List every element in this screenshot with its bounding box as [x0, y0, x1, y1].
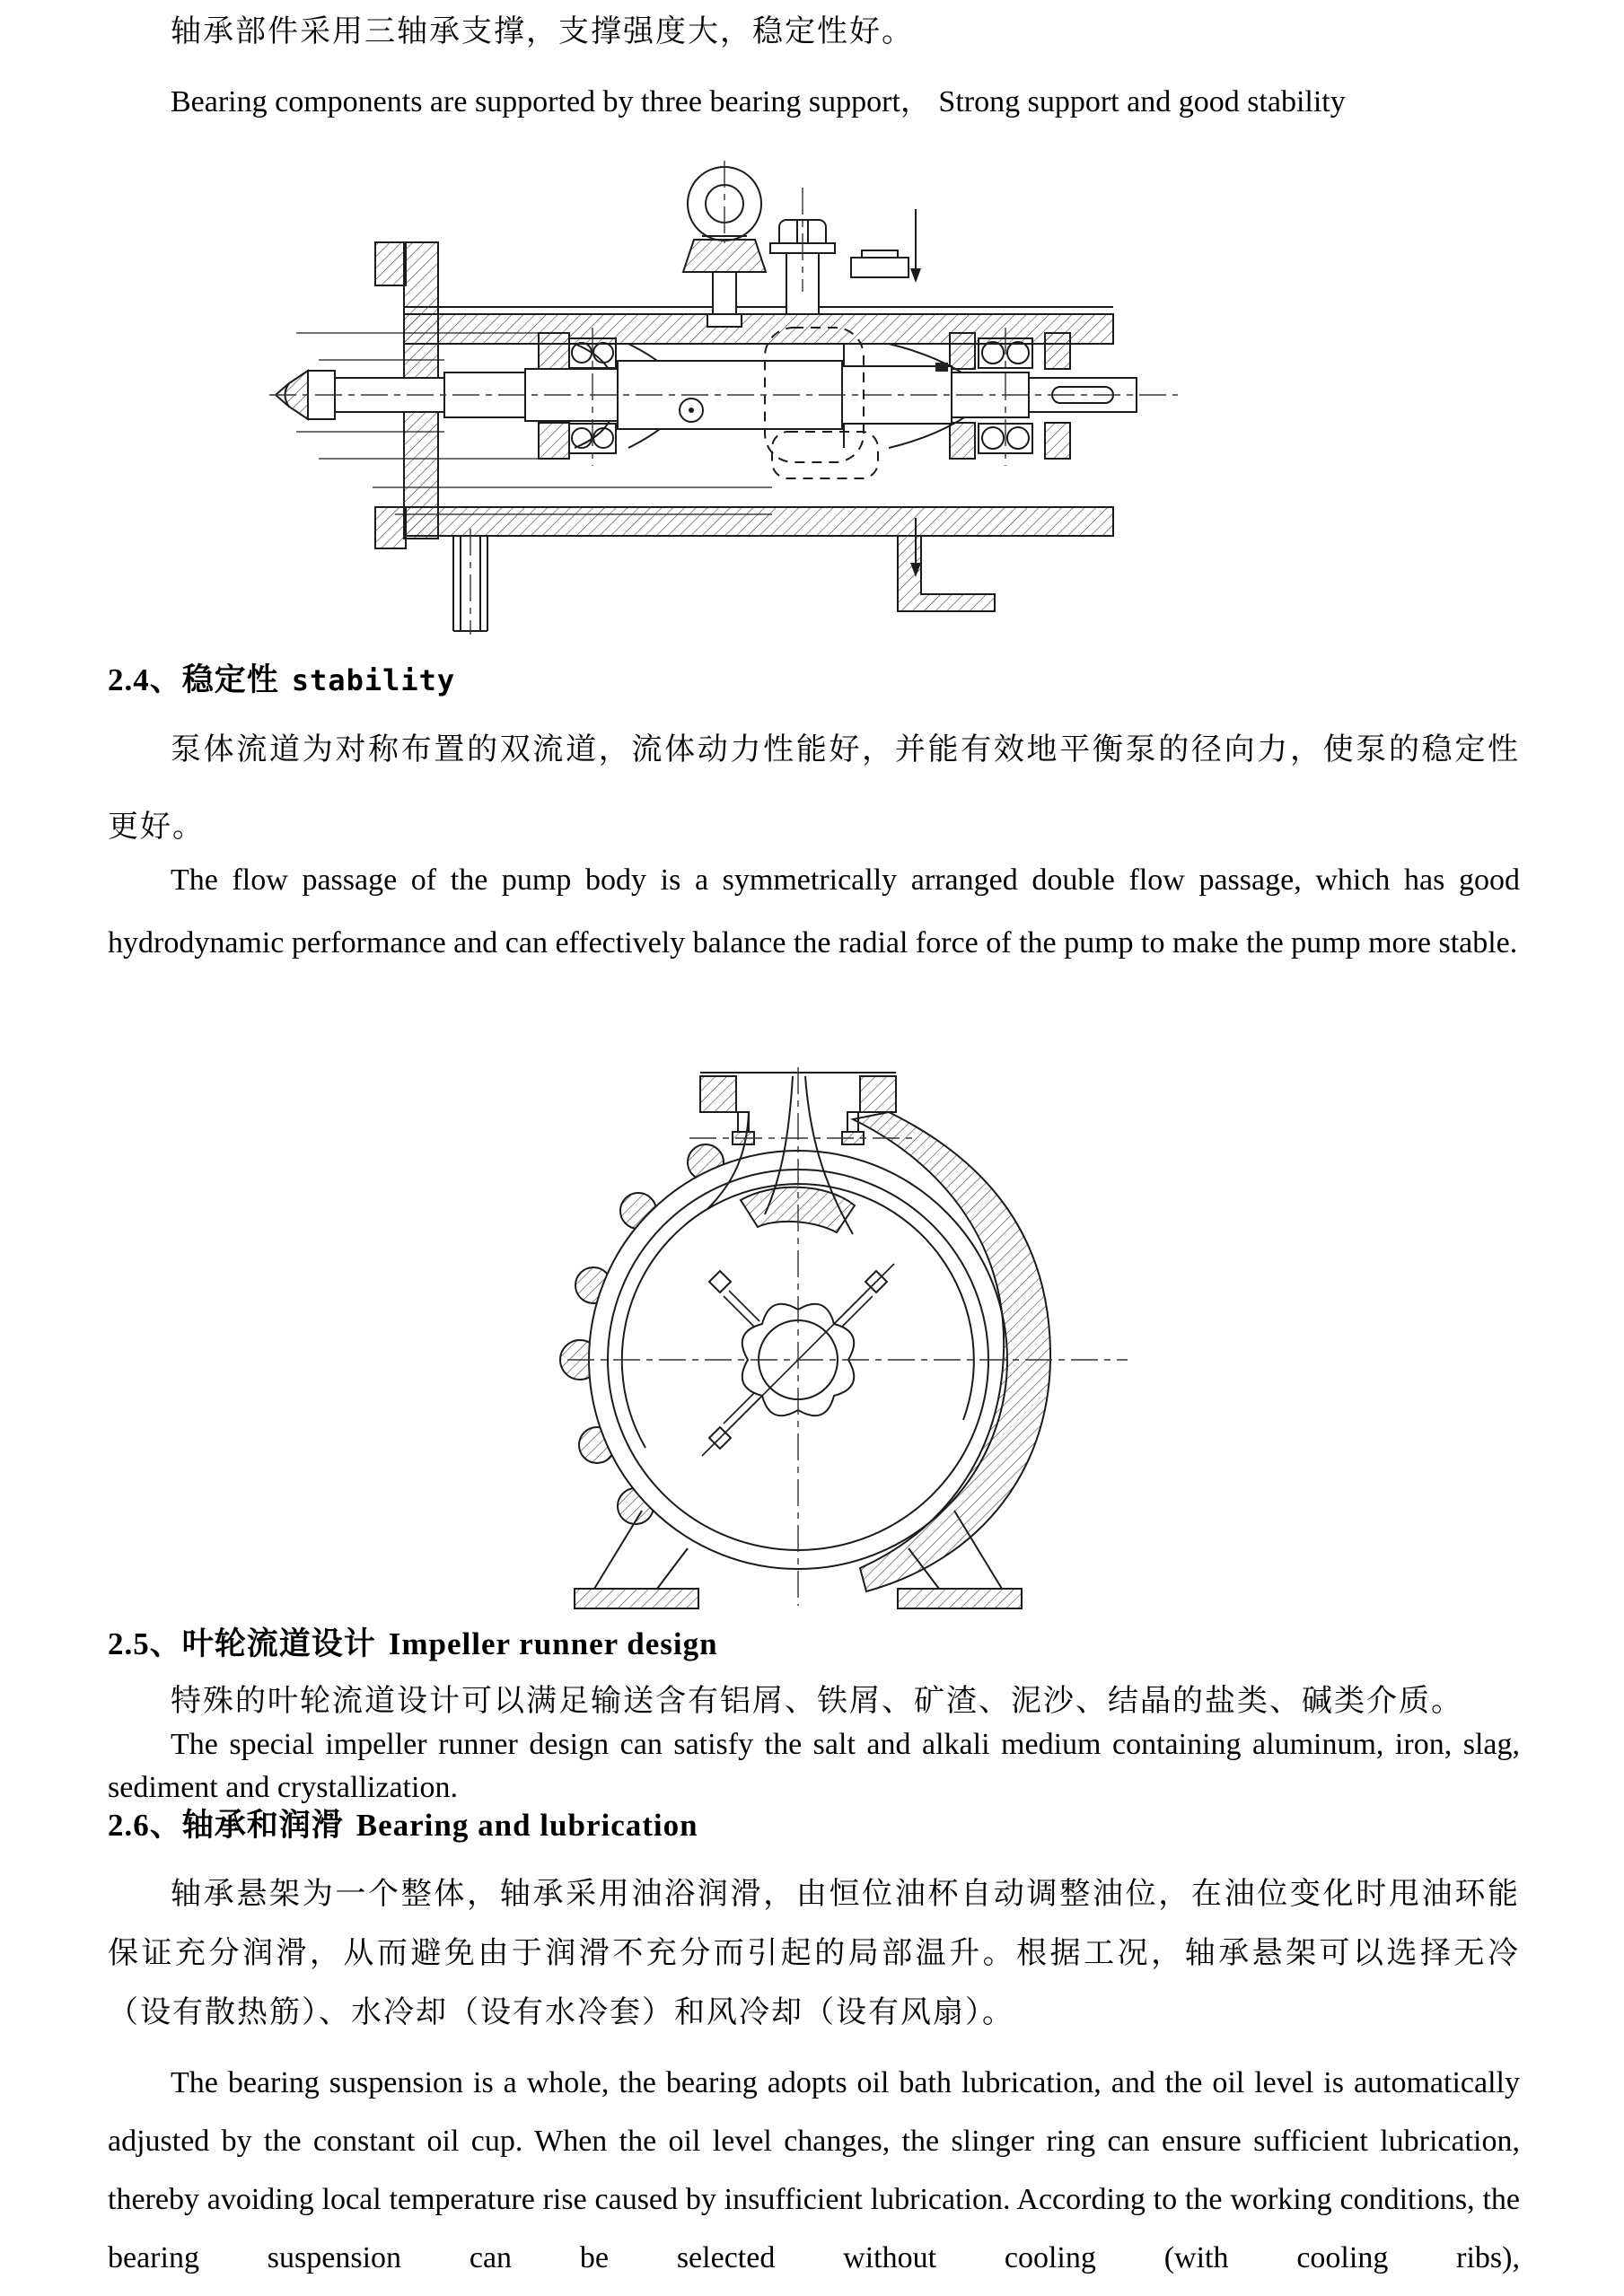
heading-2-6	[108, 1806, 1520, 1845]
pump-casing-figure	[557, 1064, 1140, 1613]
support-bracket	[898, 536, 995, 611]
paragraph-2-4-en: The flow passage of the pump body is a symmetrically arranged double flow passage, which has good hydrodynamic performance and can effectively balance the radial force of the pump to make the pump more stable.	[108, 863, 1520, 960]
paragraph-2-5-zh: 特殊的叶轮流道设计可以满足输送含有铝屑、铁屑、矿渣、泥沙、结晶的盐类、碱类介质。	[171, 1685, 1463, 1718]
paragraph-2-5-en: The special impeller runner design can satisfy the salt and alkali medium containing aluminum, iron, slag, sediment and crystallization.	[108, 1728, 1520, 1804]
heading-2-5	[108, 1625, 1520, 1664]
paragraph-2-6-zh: 轴承悬架为一个整体，轴承采用油浴润滑，由恒位油杯自动调整油位，在油位变化时甩油环能保证充分润滑，从而避免由于润滑不充分而引起的局部温升。根据工况，轴承悬架可以选择无冷（设有散热筋）、水冷却（设有水冷套）和风冷却（设有风扇）。	[108, 1878, 1520, 2029]
heading-2-4-zh: 2.4、稳定性	[108, 662, 279, 697]
pump-casing-drawing	[557, 1064, 1140, 1613]
intro-paragraph-zh: 轴承部件采用三轴承支撑，支撑强度大，稳定性好。	[171, 15, 914, 48]
heading-2-6-zh: 2.6、轴承和润滑	[108, 1808, 344, 1843]
paragraph-2-6-en: The bearing suspension is a whole, the bearing adopts oil bath lubrication, and the oil level is automatically adjusted by the constant oil cup. When the oil level changes, the slinger ring can ensure sufficient lubrication, thereby avoiding local temperature rise caused by insufficient lubrication. According to the working conditions, the bearing suspension can be selected without cooling (with cooling ribs),	[108, 2066, 1520, 2274]
vent-plug	[851, 250, 909, 277]
heading-2-5-zh: 2.5、叶轮流道设计	[108, 1626, 376, 1661]
paragraph-2-4-zh: 泵体流道为对称布置的双流道，流体动力性能好，并能有效地平衡泵的径向力，使泵的稳定性更好。	[108, 733, 1520, 844]
intro-paragraph-en: Bearing components are supported by three bearing support， Strong support and good stability	[171, 85, 1346, 118]
heading-2-5-en: Impeller runner design	[388, 1626, 718, 1661]
heading-2-4	[108, 661, 1520, 700]
bearing-assembly-drawing	[269, 157, 1221, 637]
section-arrow-top	[910, 209, 921, 283]
eye-bolt	[683, 167, 766, 327]
bearing-assembly-figure	[269, 157, 1221, 637]
heading-2-4-en: stability	[291, 663, 456, 697]
heading-2-6-en: Bearing and lubrication	[356, 1808, 698, 1843]
